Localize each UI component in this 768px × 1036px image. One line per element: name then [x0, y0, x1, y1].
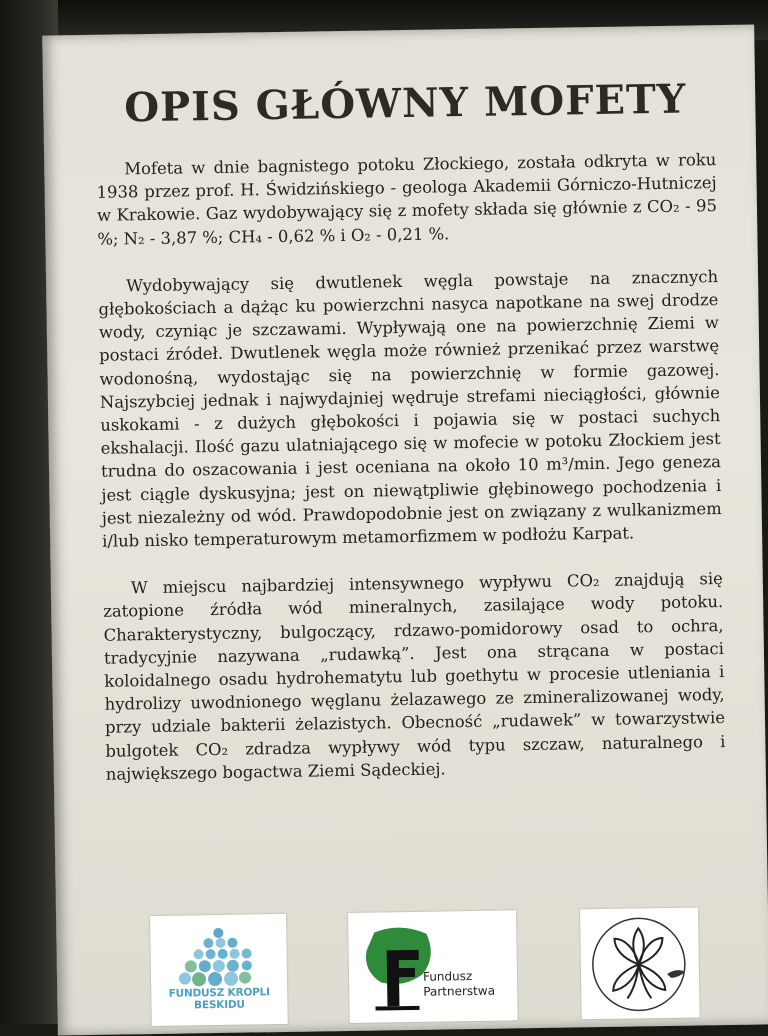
- board-content: [42, 24, 768, 1035]
- info-board: [42, 24, 768, 1035]
- fundusz-line-1: Fundusz: [422, 969, 473, 984]
- zwiazek-seal-logo: [580, 907, 700, 1019]
- paragraph-1: Mofeta w dnie bagnistego potoku Złockiego, została odkryta w roku 1938 przez prof. H. Świdzińskiego - geologa Akademii Górniczo-Hutniczej w Krakowie. Gaz wydobywający się z mofety składa się głównie z CO₂ - 95 %; N₂ - 3,87 %; CH₄ - 0,62 % i O₂ - 0,21 %.: [96, 150, 718, 249]
- leaf-wreath-icon: [580, 907, 700, 1019]
- board-title: OPIS GŁÓWNY MOFETY: [123, 75, 687, 132]
- sponsor-logos: [100, 907, 746, 1029]
- paragraph-2: Wydobywający się dwutlenek węgla powstaje na znacznych głębokościach a dążąc ku powierzchni nasyca napotkane na swej drodze wody, czyniąc je szczawami. Wypływają one na powierzchnię Ziemi w postaci źródeł. Dwutlenek węgla może również przenikać przez warstwę wodonośną, wydostając się na powierzchnię w formie gazowej. Najszybciej jednak i najwydajniej wędruje strefami nieciągłości, głównie uskokami - z dużych głębokości i pojawia się w postaci suchych ekshalacji. Ilość gazu ulatniającego się w mofecie w potoku Złockiem jest trudna do oszacowania i jest oceniana na około 10 m³/min. Jego geneza jest ciągle dyskusyjna; jest on niewątpliwie głębinowego pochodzenia i jest niezależny od wód. Prawdopodobnie jest on związany z wulkanizmem i/lub nisko temperaturowym metamorfizmem w podłożu Karpat.: [98, 266, 722, 551]
- fundusz-partnerstwa-logo: [348, 910, 518, 1023]
- fundusz-kropli-logo: [150, 914, 288, 1026]
- fundusz-text: [423, 969, 495, 1000]
- kropli-caption: FUNDUSZ KROPLI BESKIDU: [168, 986, 270, 1012]
- paragraph-3: W miejscu najbardziej intensywnego wypływu CO₂ znajdują się zatopione źródła wód mineralnych, zasilające wody potoku. Charakterystyczny, bulgoczący, rdzawo-pomidorowy osad to ochra, tradycyjnie nazywana „rudawką”. Jest ona strącana w postaci koloidalnego osadu hydrohematytu lub goethytu w procesie utleniania i hydrolizy uwodnionego węglanu żelazawego ze zmineralizowanej wody, przy udziale bakterii żelazistych. Obecność „rudawek” w towarzystwie bulgotek CO₂ zdradza wypływy wód typu szczaw, naturalnego i największego bogactwa Ziemi Sądeckiej.: [103, 569, 726, 784]
- fundusz-line-2: Partnerstwa: [423, 983, 496, 999]
